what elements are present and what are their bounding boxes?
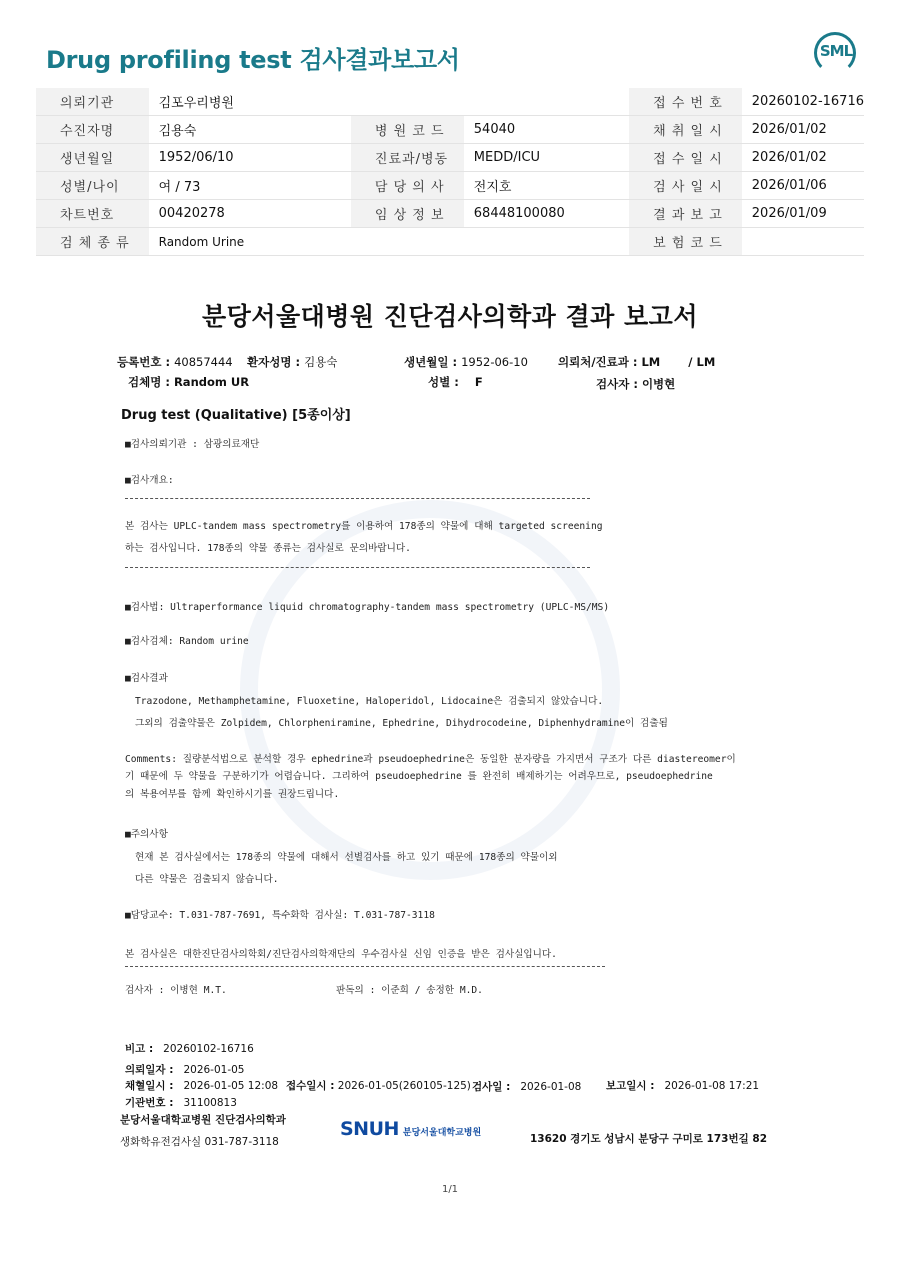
field-label: 기관번호 :: [125, 1097, 174, 1109]
body-line: ■검사의뢰기관 : 삼광의료재단: [125, 439, 260, 450]
body-line: Trazodone, Methamphetamine, Fluoxetine, Haloperidol, Lidocaine은 검출되지 않았습니다.: [135, 696, 604, 707]
body-line: 다른 약물은 검출되지 않습니다.: [135, 874, 279, 885]
info-value: [742, 228, 864, 256]
info-label: [351, 88, 464, 116]
field-value: 1952-06-10: [461, 355, 528, 369]
report-date-field: [606, 1078, 759, 1093]
field-label: 검체명 :: [128, 375, 170, 389]
field-label: 성별 :: [428, 375, 459, 389]
info-value: 2026/01/02: [742, 116, 864, 144]
field-label: 검사자 :: [596, 377, 638, 391]
info-label: 의뢰기관: [36, 88, 149, 116]
info-value: [464, 88, 629, 116]
table-row: [36, 200, 864, 228]
patient-name-field: [247, 354, 337, 370]
field-value: 2026-01-08: [520, 1081, 582, 1093]
field-value: 이병현: [641, 377, 676, 391]
body-line: Comments: 질량분석법으로 분석할 경우 ephedrine과 pseudoephedrine은 동일한 분자량을 가지면서 구조가 다른 diastereomer이: [125, 754, 736, 765]
info-value: 00420278: [149, 200, 351, 228]
info-label: 진료과/병동: [351, 144, 464, 172]
field-value: Random UR: [173, 375, 250, 389]
birth-field: [404, 354, 528, 370]
test-date-field: [472, 1079, 581, 1094]
body-line: 현재 본 검사실에서는 178종의 약물에 대해서 선별검사를 하고 있기 때문에 178종의 약물이외: [135, 852, 558, 863]
report-title: 분당서울대병원 진단검사의학과 결과 보고서: [202, 302, 698, 331]
info-value: 전지호: [464, 172, 629, 200]
report-header-title: Drug profiling test 검사결과보고서: [46, 46, 460, 74]
body-line: ■담당교수: T.031-787-7691, 특수화학 검사실: T.031-787-3118: [125, 910, 435, 921]
institution-field: [125, 1095, 237, 1110]
field-value: LM: [696, 355, 716, 369]
info-label: 접 수 번 호: [629, 88, 742, 116]
snuh-logo: [340, 1118, 481, 1140]
section-title: Drug test (Qualitative) [5종이상]: [121, 408, 351, 423]
info-value: [464, 228, 629, 256]
info-label: 수진자명: [36, 116, 149, 144]
examiner-signature: 검사자 : 이병현 M.T.: [125, 985, 227, 996]
info-value: 2026/01/09: [742, 200, 864, 228]
body-line: ■검사개요:: [125, 475, 174, 486]
field-label: 검사일 :: [472, 1081, 511, 1093]
info-label: 병 원 코 드: [351, 116, 464, 144]
table-row: [36, 172, 864, 200]
info-label: 채 취 일 시: [629, 116, 742, 144]
body-line: ■검사검체: Random urine: [125, 636, 249, 647]
field-label: 비고 :: [125, 1043, 154, 1055]
info-value: 2026/01/02: [742, 144, 864, 172]
field-label: 등록번호 :: [117, 355, 171, 369]
info-value: 1952/06/10: [149, 144, 351, 172]
body-line: 하는 검사입니다. 178종의 약물 종류는 검사실로 문의바랍니다.: [125, 543, 411, 554]
info-label: 담 당 의 사: [351, 172, 464, 200]
table-row: [36, 228, 864, 256]
info-label: 보 험 코 드: [629, 228, 742, 256]
field-label: 접수일시 :: [286, 1080, 335, 1092]
body-line: ■주의사항: [125, 829, 168, 840]
table-row: [36, 144, 864, 172]
field-value: 김용숙: [304, 355, 338, 369]
info-value: 김용숙: [149, 116, 351, 144]
field-value: F: [474, 375, 483, 389]
footer-lab: 생화학유전검사실 031-787-3118: [120, 1136, 279, 1148]
info-value: 김포우리병원: [149, 88, 351, 116]
info-label: 접 수 일 시: [629, 144, 742, 172]
field-label: 의뢰일자 :: [125, 1064, 174, 1076]
info-label: 생년월일: [36, 144, 149, 172]
info-value: 2026/01/06: [742, 172, 864, 200]
info-label: 검 사 일 시: [629, 172, 742, 200]
page-number: 1/1: [441, 1184, 459, 1195]
note-field: [125, 1041, 254, 1056]
body-line: 의 복용여부를 함께 확인하시기를 권장드립니다.: [125, 789, 340, 800]
table-row: [36, 116, 864, 144]
info-label: 성별/나이: [36, 172, 149, 200]
info-label: 임 상 정 보: [351, 200, 464, 228]
info-label: 차트번호: [36, 200, 149, 228]
table-row: [36, 88, 864, 116]
receive-date-field: [286, 1078, 471, 1093]
field-value: LM: [641, 355, 661, 369]
field-label: 생년월일 :: [404, 355, 458, 369]
collect-date-field: [125, 1078, 278, 1093]
specimen-field: [128, 374, 249, 390]
field-value: 2026-01-05(260105-125): [337, 1080, 471, 1092]
examiner-field: [596, 376, 675, 392]
field-label: 환자성명 :: [247, 355, 301, 369]
body-line: ■검사법: Ultraperformance liquid chromatography-tandem mass spectrometry (UPLC-MS/MS): [125, 602, 610, 613]
info-value: 20260102-16716: [742, 88, 864, 116]
request-date-field: [125, 1062, 244, 1077]
reg-no-field: [117, 354, 233, 370]
patient-info-table: [36, 88, 864, 256]
body-line: 그외의 검출약물은 Zolpidem, Chlorpheniramine, Ephedrine, Dihydrocodeine, Diphenhydramine이 검출됨: [135, 718, 668, 729]
body-line: ■검사결과: [125, 673, 168, 684]
body-line: 본 검사는 UPLC-tandem mass spectrometry를 이용하여 178종의 약물에 대해 targeted screening: [125, 521, 603, 532]
watermark-seal: [240, 500, 620, 880]
sml-logo: [812, 30, 862, 76]
reader-signature: 판독의 : 이준희 / 송정한 M.D.: [336, 985, 483, 996]
body-line: 본 검사실은 대한진단검사의학회/진단검사의학재단의 우수검사실 신임 인증을 받은 검사실입니다.: [125, 949, 557, 960]
dept-field: [558, 354, 715, 370]
field-label: 보고일시 :: [606, 1080, 655, 1092]
info-label: [351, 228, 464, 256]
snuh-logo-sub: 분당서울대학교병원: [402, 1128, 482, 1138]
info-label: 검 체 종 류: [36, 228, 149, 256]
field-label: 의뢰처/진료과 :: [558, 355, 638, 369]
field-label: 채혈일시 :: [125, 1080, 174, 1092]
dashed-divider: [125, 567, 590, 568]
body-line: 기 때문에 두 약물을 구분하기가 어렵습니다. 그리하여 pseudoephedrine 를 완전히 배제하기는 어려우므로, pseudoephedrine: [125, 771, 713, 782]
field-value: 2026-01-05: [183, 1064, 245, 1076]
info-value: 여 / 73: [149, 172, 351, 200]
info-value: MEDD/ICU: [464, 144, 629, 172]
separator: /: [688, 355, 693, 369]
info-value: 68448100080: [464, 200, 629, 228]
footer-address: 13620 경기도 성남시 분당구 구미로 173번길 82: [530, 1133, 767, 1145]
info-label: 결 과 보 고: [629, 200, 742, 228]
field-value: 31100813: [183, 1097, 237, 1109]
logo-text: SML: [819, 42, 853, 60]
snuh-logo-text: SNUH: [340, 1118, 399, 1140]
sex-field: [428, 374, 483, 390]
dashed-divider: [125, 498, 590, 499]
info-value: Random Urine: [149, 228, 351, 256]
field-value: 2026-01-08 17:21: [664, 1080, 760, 1092]
field-value: 40857444: [174, 355, 233, 369]
field-value: 2026-01-05 12:08: [183, 1080, 279, 1092]
dashed-divider: [125, 966, 605, 967]
field-value: 20260102-16716: [163, 1043, 254, 1055]
info-value: 54040: [464, 116, 629, 144]
footer-dept: 분당서울대학교병원 진단검사의학과: [120, 1114, 286, 1126]
